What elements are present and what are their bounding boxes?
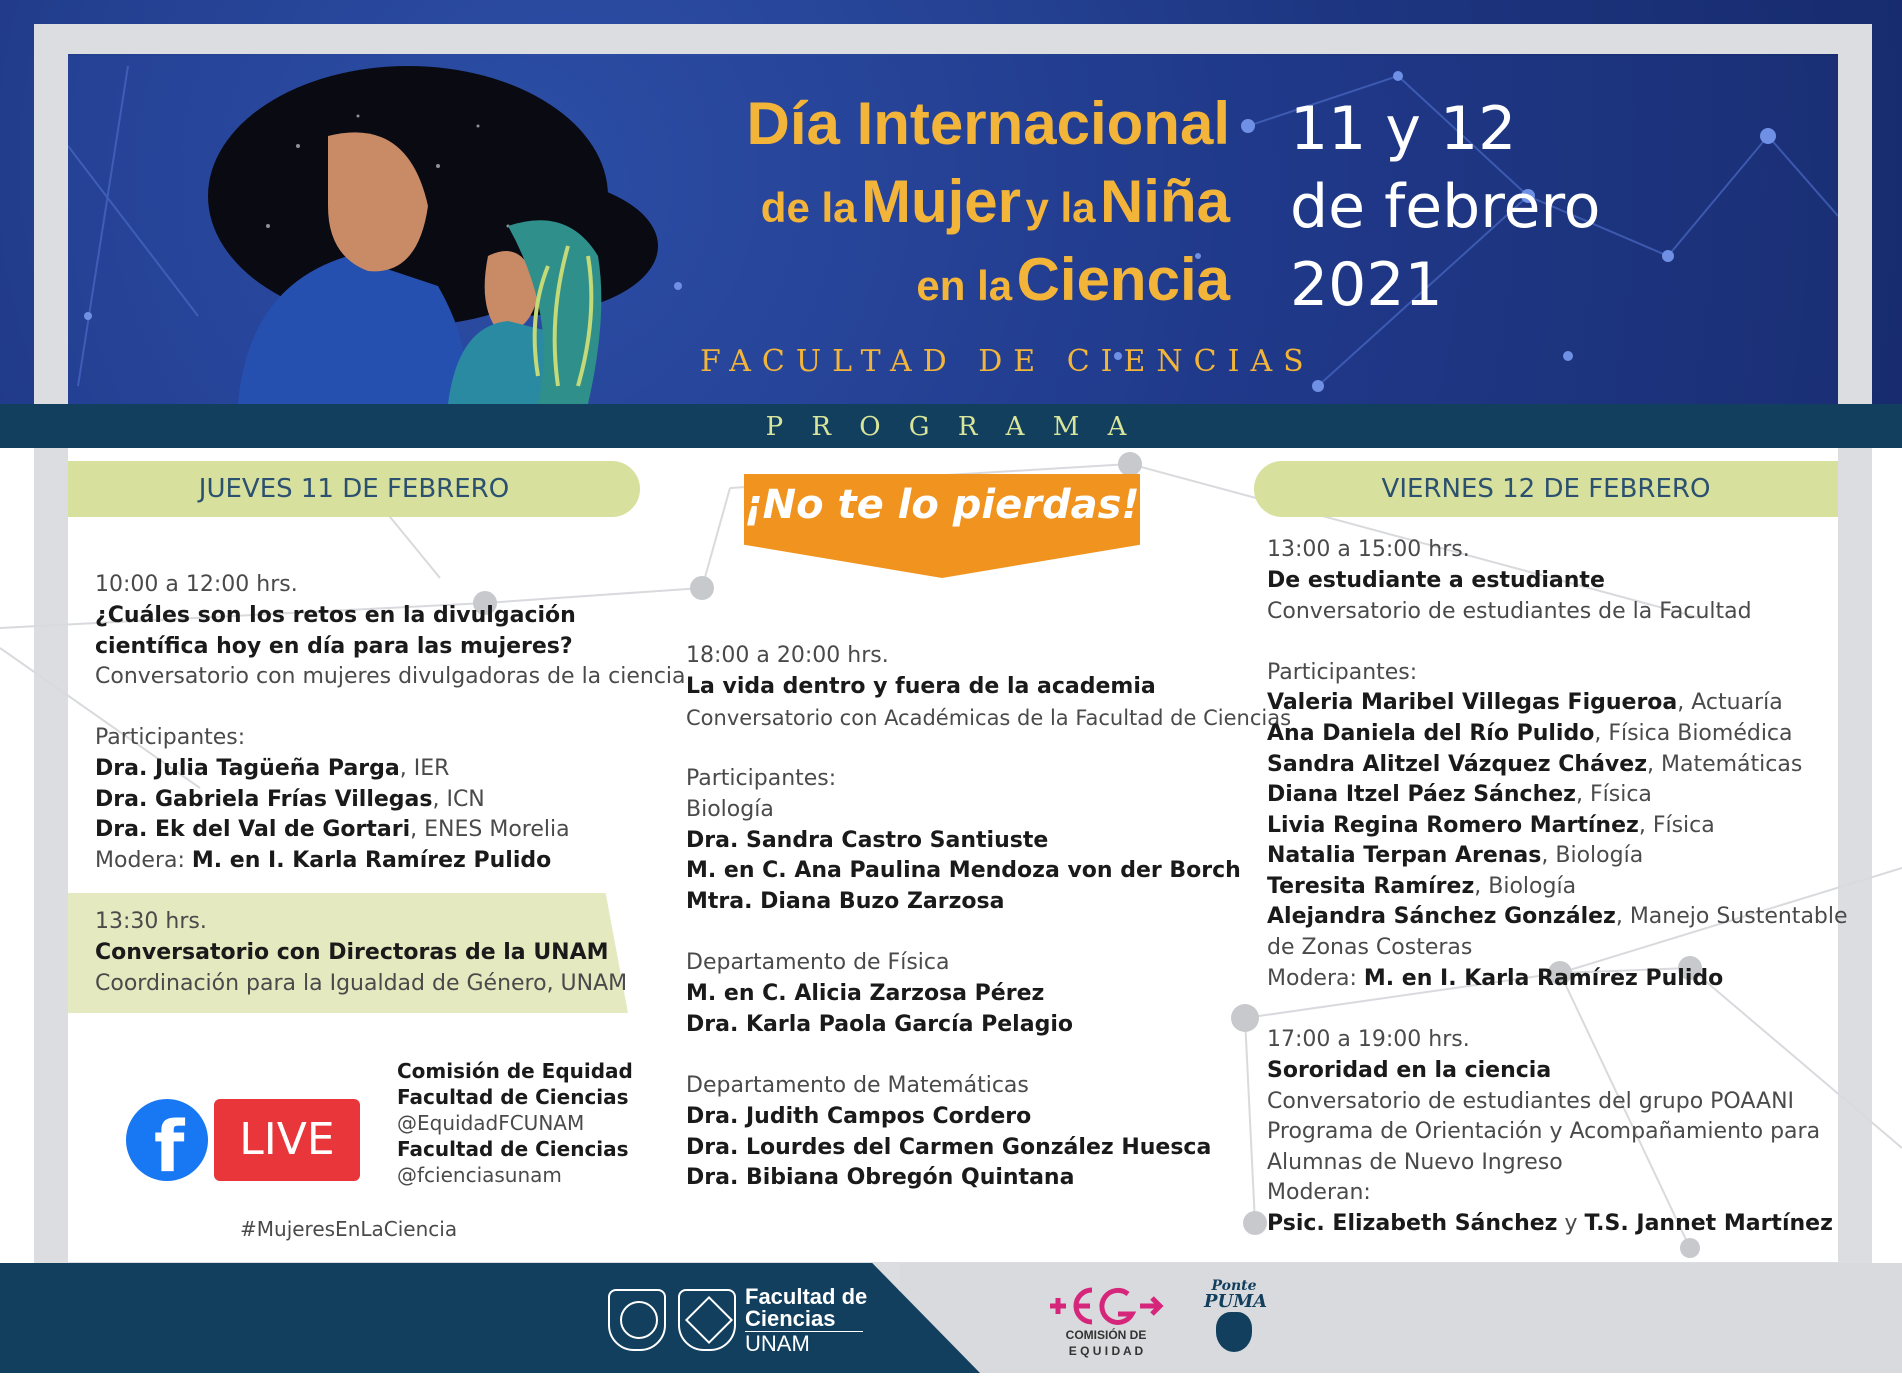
participant-name: Dra. Lourdes del Carmen González Huesca <box>686 1135 1212 1160</box>
unam-shield-inner <box>620 1301 658 1339</box>
event-title: Sororidad en la ciencia <box>1267 1058 1552 1083</box>
moderator-name: M. en I. Karla Ramírez Pulido <box>191 848 552 873</box>
participant-name: Dra. Gabriela Frías Villegas <box>95 787 433 812</box>
faculty-logo-line-3: UNAM <box>745 1331 810 1356</box>
hashtag[interactable]: #MujeresEnLaCiencia <box>240 1217 458 1241</box>
participant-name: Mtra. Diana Buzo Zarzosa <box>686 889 1005 914</box>
participants-label: Participantes: <box>95 725 246 750</box>
event-title: La vida dentro y fuera de la academia <box>686 674 1156 699</box>
title-line-3 <box>916 244 1230 332</box>
participant-name: Diana Itzel Páez Sánchez <box>1267 782 1576 807</box>
department-label: Departamento de Matemáticas <box>686 1073 1029 1098</box>
participant-name: Natalia Terpan Arenas <box>1267 843 1542 868</box>
participant-name: M. en C. Ana Paulina Mendoza von der Borch <box>686 858 1241 883</box>
title-line-3-ciencia: Ciencia <box>1016 246 1230 313</box>
participant <box>1267 902 1848 933</box>
participant-name: Dra. Bibiana Obregón Quintana <box>686 1165 1075 1190</box>
participant-name: Sandra Alitzel Vázquez Chávez <box>1267 752 1647 777</box>
event-title: De estudiante a estudiante <box>1267 568 1605 593</box>
event-title-line: científica hoy en día para las mujeres? <box>95 634 573 659</box>
date-line-3: 2021 <box>1290 250 1443 320</box>
moderator-name: Psic. Elizabeth Sánchez <box>1267 1211 1558 1236</box>
participant-affiliation: , Biología <box>1541 843 1644 868</box>
moderators <box>1267 1209 1833 1240</box>
social-handle[interactable]: @EquidadFCUNAM <box>397 1111 585 1135</box>
event-description: Conversatorio de estudiantes de la Facultad <box>1267 599 1752 624</box>
fc-shield-inner <box>685 1296 733 1344</box>
equidad-label-1: COMISIÓN DE <box>1065 1328 1147 1342</box>
title-line-2-nina: Niña <box>1099 168 1230 235</box>
equidad-label-2: E Q U I D A D <box>1068 1344 1144 1358</box>
social-subtitle: Facultad de Ciencias <box>397 1085 629 1109</box>
moderator-label: Modera: <box>95 848 192 873</box>
faculty-logo-line-2: Ciencias <box>745 1307 863 1332</box>
social-title: Comisión de Equidad <box>397 1059 633 1083</box>
event-description: Alumnas de Nuevo Ingreso <box>1267 1150 1563 1175</box>
participant <box>1267 811 1715 842</box>
moderator-name: M. en I. Karla Ramírez Pulido <box>1363 966 1724 991</box>
event-title: Conversatorio con Directoras de la UNAM <box>95 940 609 965</box>
moderator-name: T.S. Jannet Martínez <box>1584 1211 1833 1236</box>
moderator <box>95 846 551 877</box>
event-description: Coordinación para la Igualdad de Género, UNAM <box>95 971 628 996</box>
participant-name: Valeria Maribel Villegas Figueroa <box>1267 690 1678 715</box>
event-time: 18:00 a 20:00 hrs. <box>686 643 889 668</box>
participant <box>95 754 449 785</box>
participants-label: Participantes: <box>1267 660 1418 685</box>
fc-shield-icon <box>678 1289 736 1351</box>
department-label: Biología <box>686 797 774 822</box>
participant-name: Teresita Ramírez <box>1267 874 1475 899</box>
participant <box>1267 780 1652 811</box>
participant-name: Alejandra Sánchez González <box>1267 904 1616 929</box>
facebook-f-glyph: f <box>154 1106 185 1188</box>
women-illustration <box>178 56 698 404</box>
date-line-2: de febrero <box>1290 172 1601 242</box>
participant-affiliation: , ICN <box>432 787 485 812</box>
participant-affiliation: , Manejo Sustentable <box>1615 904 1848 929</box>
event-description: Conversatorio de estudiantes del grupo POAANI <box>1267 1089 1795 1114</box>
participant-affiliation: , Física Biomédica <box>1594 721 1793 746</box>
moderator-joiner: y <box>1557 1211 1585 1236</box>
date-line-1: 11 y 12 <box>1290 94 1517 164</box>
participant-affiliation: , Biología <box>1474 874 1577 899</box>
participant-affiliation: , IER <box>399 756 450 781</box>
frame-top <box>34 24 1868 54</box>
participant-name: Dra. Sandra Castro Santiuste <box>686 828 1049 853</box>
event-time: 10:00 a 12:00 hrs. <box>95 572 298 597</box>
title-line-1: Día Internacional <box>746 90 1230 157</box>
title-line-3-pre: en la <box>916 262 1013 309</box>
facebook-icon[interactable] <box>126 1099 208 1188</box>
participant <box>1267 688 1783 719</box>
moderator-label: Modera: <box>1267 966 1364 991</box>
participant-name: Dra. Julia Tagüeña Parga <box>95 756 400 781</box>
title-line-2-y: y la <box>1025 184 1096 231</box>
moderator <box>1267 964 1723 995</box>
moderators-label: Moderan: <box>1267 1180 1371 1205</box>
event-title-line: ¿Cuáles son los retos en la divulgación <box>95 603 576 628</box>
participant-name: Dra. Judith Campos Cordero <box>686 1104 1032 1129</box>
faculty-logo-line-1: Facultad de <box>745 1284 868 1309</box>
title-line-2-mujer: Mujer <box>860 168 1021 235</box>
equidad-logo-icon <box>1046 1284 1166 1328</box>
participant-affiliation: , ENES Morelia <box>410 817 570 842</box>
participants-label: Participantes: <box>686 766 837 791</box>
event-time: 17:00 a 19:00 hrs. <box>1267 1027 1470 1052</box>
participant-affiliation-cont: de Zonas Costeras <box>1267 935 1473 960</box>
event-description: Programa de Orientación y Acompañamiento para <box>1267 1119 1821 1144</box>
participant-affiliation: , Física <box>1638 813 1715 838</box>
participant-name: Ana Daniela del Río Pulido <box>1267 721 1595 746</box>
ponte-puma-line-1: Ponte <box>1211 1278 1257 1294</box>
participant <box>95 785 485 816</box>
title-line-2 <box>761 166 1230 254</box>
friday-heading: VIERNES 12 DE FEBRERO <box>1254 461 1838 517</box>
participant-affiliation: , Actuaría <box>1677 690 1783 715</box>
participant-affiliation: , Física <box>1576 782 1652 807</box>
unam-shield-icon <box>608 1289 666 1351</box>
title-line-2-pre: de la <box>760 184 857 231</box>
participant-name: Dra. Karla Paola García Pelagio <box>686 1012 1073 1037</box>
ponte-puma-line-2: PUMA <box>1204 1291 1268 1312</box>
participant-name: Livia Regina Romero Martínez <box>1267 813 1639 838</box>
programa-label: P R O G R A M A <box>765 412 1137 442</box>
participant <box>1267 719 1793 750</box>
callout-text: ¡No te lo pierdas! <box>744 482 1140 528</box>
event-time: 13:00 a 15:00 hrs. <box>1267 537 1470 562</box>
participant-affiliation: , Matemáticas <box>1647 752 1803 777</box>
participant <box>95 815 570 846</box>
thursday-heading: JUEVES 11 DE FEBRERO <box>68 461 640 517</box>
event-time: 13:30 hrs. <box>95 909 207 934</box>
social-handle[interactable]: @fcienciasunam <box>397 1163 562 1187</box>
event-description: Conversatorio con mujeres divulgadoras de la ciencia <box>95 664 686 689</box>
social-title: Facultad de Ciencias <box>397 1137 629 1161</box>
department-label: Departamento de Física <box>686 950 950 975</box>
faculty-subtitle: FACULTAD DE CIENCIAS <box>700 344 1315 379</box>
participant <box>1267 841 1643 872</box>
live-badge[interactable]: LIVE <box>214 1099 360 1181</box>
participant <box>1267 750 1802 781</box>
event-description: Conversatorio con Académicas de la Facultad de Ciencias <box>686 706 1292 730</box>
participant-name: Dra. Ek del Val de Gortari <box>95 817 411 842</box>
participant <box>1267 872 1576 903</box>
puma-head-icon <box>1216 1312 1252 1352</box>
participant-name: M. en C. Alicia Zarzosa Pérez <box>686 981 1045 1006</box>
